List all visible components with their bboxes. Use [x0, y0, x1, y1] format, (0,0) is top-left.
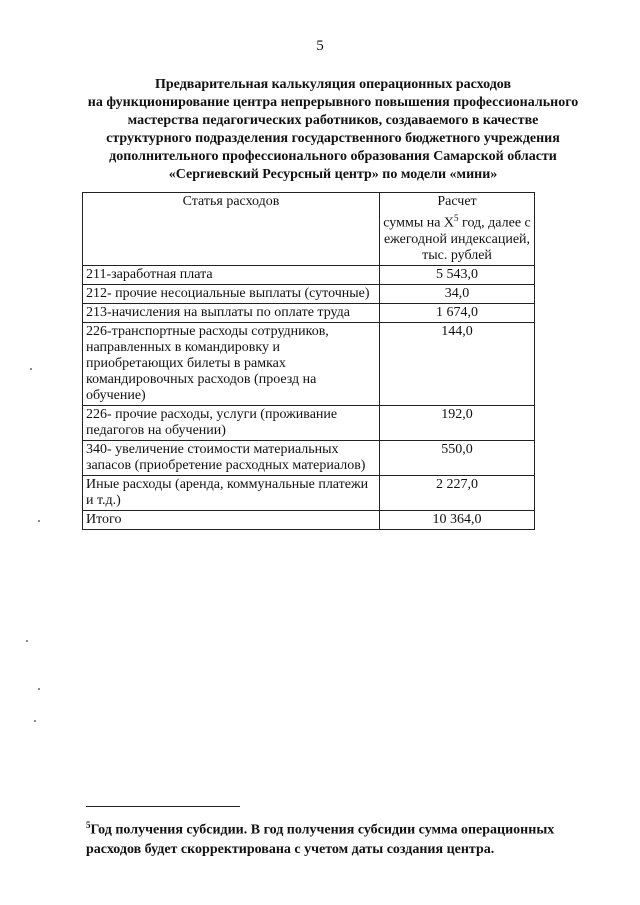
row-article: 212- прочие несоциальные выплаты (суточные): [83, 284, 380, 303]
row-article: Иные расходы (аренда, коммунальные платежи и т.д.): [83, 475, 380, 510]
table-row-total: [83, 510, 535, 529]
footnote-text: Год получения субсидии. В год получения субсидии сумма операционных расходов будет скорректирована с учетом даты создания центра.: [86, 822, 555, 857]
scan-speck: [38, 520, 40, 522]
table-row: [83, 265, 535, 284]
title-line: Предварительная калькуляция операционных расходов: [154, 77, 511, 92]
document-title: [70, 76, 596, 184]
cost-table: [82, 192, 535, 530]
row-amount: 5 543,0: [380, 265, 535, 284]
table-row: [83, 284, 535, 303]
scan-speck: [26, 640, 28, 642]
row-amount: 144,0: [380, 322, 535, 405]
row-article: 340- увеличение стоимости материальных запасов (приобретение расходных материалов): [83, 440, 380, 475]
footnote-divider: [86, 806, 240, 807]
title-line: на функционирование центра непрерывного повышения профессионального: [87, 95, 579, 110]
scan-speck: [34, 720, 36, 722]
title-line: структурного подразделения государственного бюджетного учреждения: [106, 131, 560, 146]
row-amount: 1 674,0: [380, 303, 535, 322]
title-line: дополнительного профессионального образования Самарской области: [109, 149, 557, 164]
row-amount: 34,0: [380, 284, 535, 303]
page-number: 5: [316, 38, 324, 54]
header-amount-line: тыс. рублей: [422, 247, 492, 263]
row-article: 226-транспортные расходы сотрудников, направленных в командировку и приобретающих билеты в рамках командировочных расходов (проезд на обучение): [83, 322, 380, 405]
table-row: [83, 322, 535, 405]
row-article: 211-заработная плата: [83, 265, 380, 284]
table-row: [83, 440, 535, 475]
header-amount: [380, 193, 535, 266]
header-amount-line: Расчет: [437, 194, 477, 209]
row-amount: 550,0: [380, 440, 535, 475]
header-amount-line: ежегодной индексацией,: [383, 231, 531, 247]
title-line: мастерства педагогических работников, создаваемого в качестве: [127, 113, 539, 128]
footnote-ref: 5: [454, 213, 459, 223]
table-row: [83, 475, 535, 510]
row-amount: 10 364,0: [380, 510, 535, 529]
title-line: «Сергиевский Ресурсный центр» по модели «мини»: [168, 167, 498, 182]
table-row: [83, 405, 535, 440]
scan-speck: [38, 688, 40, 690]
table-row: [83, 303, 535, 322]
header-amount-line: суммы на Х: [383, 215, 455, 231]
footnote-marker: 5: [86, 820, 91, 830]
row-article: Итого: [83, 510, 380, 529]
header-article: Статья расходов: [83, 193, 380, 266]
footnote: [86, 816, 596, 859]
row-amount: 192,0: [380, 405, 535, 440]
scan-speck: [30, 368, 32, 370]
row-amount: 2 227,0: [380, 475, 535, 510]
row-article: 226- прочие расходы, услуги (проживание педагогов на обучении): [83, 405, 380, 440]
row-article: 213-начисления на выплаты по оплате труда: [83, 303, 380, 322]
table-header-row: [83, 193, 535, 266]
header-amount-line: год, далее с: [458, 215, 531, 231]
